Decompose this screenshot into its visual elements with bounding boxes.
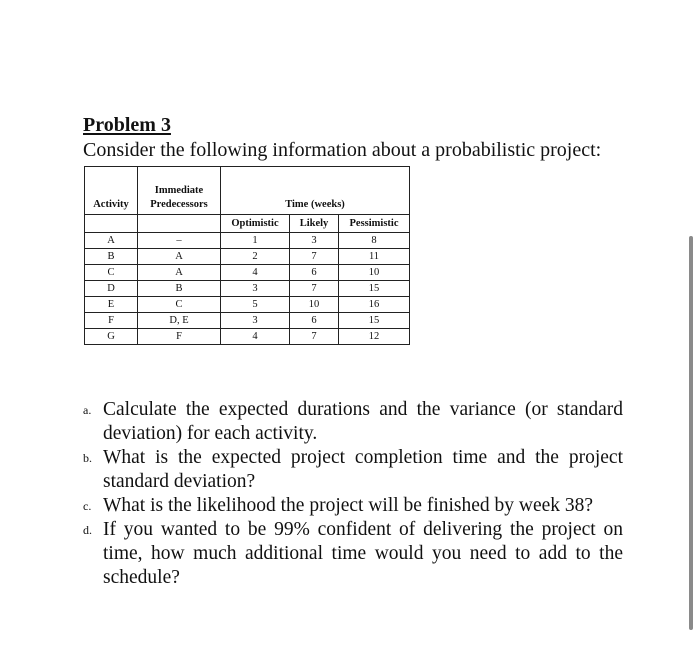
table-row bbox=[85, 265, 410, 281]
subheader-empty-predecessors bbox=[138, 215, 221, 233]
table-row bbox=[85, 313, 410, 329]
header-activity: Activity bbox=[85, 167, 138, 215]
question-text: What is the expected project completion time and the project standard deviation? bbox=[103, 447, 623, 492]
table-header-row bbox=[85, 167, 410, 215]
problem-intro: Consider the following information about a probabilistic project: bbox=[83, 139, 602, 161]
cell-optimistic: 4 bbox=[221, 329, 290, 345]
cell-predecessors: D, E bbox=[138, 313, 221, 329]
cell-activity: F bbox=[85, 313, 138, 329]
header-predecessors-line1: Immediate bbox=[154, 185, 204, 196]
cell-likely: 3 bbox=[290, 233, 339, 249]
question-item bbox=[83, 398, 623, 446]
cell-activity: B bbox=[85, 249, 138, 265]
cell-pessimistic: 8 bbox=[339, 233, 410, 249]
header-likely: Likely bbox=[290, 215, 339, 233]
question-marker: c. bbox=[83, 499, 92, 513]
cell-pessimistic: 16 bbox=[339, 297, 410, 313]
header-pessimistic: Pessimistic bbox=[339, 215, 410, 233]
question-marker: d. bbox=[83, 523, 92, 537]
cell-pessimistic: 15 bbox=[339, 281, 410, 297]
scrollbar[interactable] bbox=[689, 236, 693, 630]
question-item bbox=[83, 494, 623, 518]
question-list bbox=[83, 398, 623, 590]
cell-optimistic: 4 bbox=[221, 265, 290, 281]
cell-pessimistic: 15 bbox=[339, 313, 410, 329]
cell-likely: 7 bbox=[290, 249, 339, 265]
cell-predecessors: – bbox=[138, 233, 221, 249]
cell-activity: D bbox=[85, 281, 138, 297]
question-item bbox=[83, 518, 623, 590]
cell-predecessors: B bbox=[138, 281, 221, 297]
cell-optimistic: 5 bbox=[221, 297, 290, 313]
question-item bbox=[83, 446, 623, 494]
cell-likely: 7 bbox=[290, 329, 339, 345]
header-predecessors bbox=[138, 167, 221, 215]
header-time: Time (weeks) bbox=[221, 167, 410, 215]
cell-likely: 10 bbox=[290, 297, 339, 313]
subheader-empty-activity bbox=[85, 215, 138, 233]
cell-activity: A bbox=[85, 233, 138, 249]
cell-optimistic: 3 bbox=[221, 281, 290, 297]
question-marker: b. bbox=[83, 451, 92, 465]
question-text: What is the likelihood the project will be finished by week 38? bbox=[103, 495, 594, 516]
table-body bbox=[85, 233, 410, 345]
cell-pessimistic: 12 bbox=[339, 329, 410, 345]
cell-predecessors: C bbox=[138, 297, 221, 313]
header-predecessors-line2: Predecessors bbox=[150, 199, 208, 210]
activity-table bbox=[84, 166, 410, 345]
table-row bbox=[85, 233, 410, 249]
cell-optimistic: 2 bbox=[221, 249, 290, 265]
cell-activity: G bbox=[85, 329, 138, 345]
table-row bbox=[85, 297, 410, 313]
question-text: Calculate the expected durations and the variance (or standard deviation) for each activity. bbox=[103, 399, 623, 444]
cell-activity: E bbox=[85, 297, 138, 313]
problem-heading: Problem 3 bbox=[83, 114, 171, 136]
cell-optimistic: 1 bbox=[221, 233, 290, 249]
table-row bbox=[85, 281, 410, 297]
cell-likely: 7 bbox=[290, 281, 339, 297]
cell-predecessors: A bbox=[138, 249, 221, 265]
table-row bbox=[85, 249, 410, 265]
cell-optimistic: 3 bbox=[221, 313, 290, 329]
cell-pessimistic: 10 bbox=[339, 265, 410, 281]
cell-likely: 6 bbox=[290, 265, 339, 281]
header-optimistic: Optimistic bbox=[221, 215, 290, 233]
table-subheader-row bbox=[85, 215, 410, 233]
cell-predecessors: A bbox=[138, 265, 221, 281]
cell-likely: 6 bbox=[290, 313, 339, 329]
question-text: If you wanted to be 99% confident of delivering the project on time, how much additional time would you need to add to the schedule? bbox=[103, 519, 623, 588]
question-marker: a. bbox=[83, 403, 92, 417]
table-row bbox=[85, 329, 410, 345]
cell-predecessors: F bbox=[138, 329, 221, 345]
cell-pessimistic: 11 bbox=[339, 249, 410, 265]
cell-activity: C bbox=[85, 265, 138, 281]
